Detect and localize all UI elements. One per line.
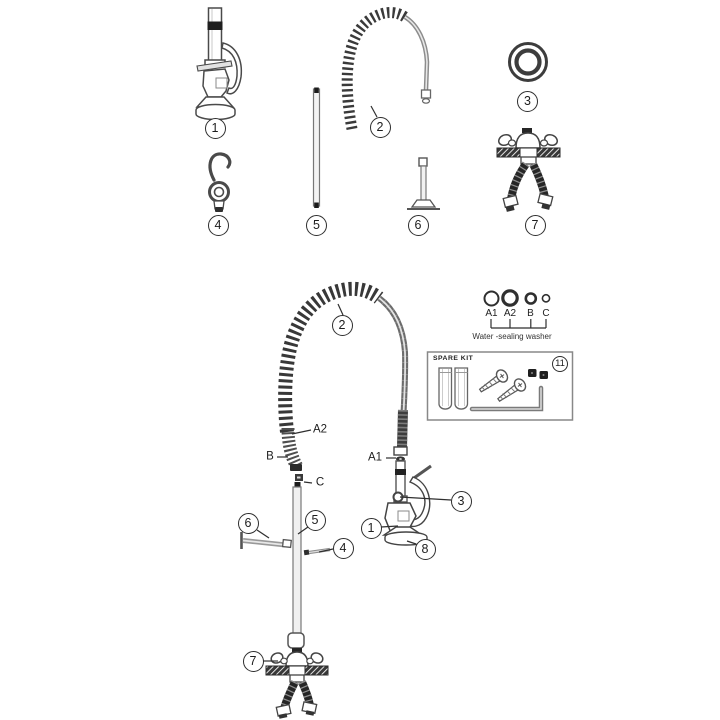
callout-wall-bracket-assembly: 6	[238, 513, 259, 534]
callout-faucet-body-assembly: 7	[243, 651, 264, 672]
spray-hose-drawing-top	[347, 13, 430, 130]
faucet-body-drawing-top	[497, 128, 560, 212]
label-connection-a2: A2	[312, 423, 328, 436]
callout-spray-face-assembly: 8	[415, 539, 436, 560]
washer-legend-label-a2: A2	[503, 307, 517, 319]
washer-legend-label-b: B	[527, 307, 534, 319]
faucet-body-drawing-assembly	[266, 648, 328, 719]
spare-kit-title: SPARE KIT	[433, 355, 474, 362]
callout-washer-ring-top: 3	[517, 91, 538, 112]
callout-wall-bracket-top: 6	[408, 215, 429, 236]
wall-bracket-drawing-top	[407, 158, 440, 209]
callout-riser-pipe-top: 5	[306, 215, 327, 236]
callout-spray-hose-assembly: 2	[332, 315, 353, 336]
washer-legend-caption: Water -sealing washer	[472, 332, 552, 341]
riser-pipe-drawing-assembly	[288, 482, 304, 648]
washer-legend-label-c: C	[542, 307, 550, 319]
spray-valve-drawing-top	[196, 8, 241, 120]
callout-hook-assembly: 4	[333, 538, 354, 559]
riser-pipe-drawing-top	[314, 88, 320, 209]
hook-drawing-top	[210, 154, 230, 212]
callout-hook-top: 4	[208, 215, 229, 236]
label-connection-b: B	[266, 450, 274, 463]
callout-spray-valve-top: 1	[205, 118, 226, 139]
callout-faucet-body-top: 7	[525, 215, 546, 236]
callout-spare-kit: 11	[552, 356, 568, 372]
wall-bracket-drawing-assembly	[242, 532, 292, 549]
spray-valve-drawing-assembly	[384, 461, 431, 545]
callout-spray-hose-top: 2	[370, 117, 391, 138]
callout-spray-valve-assembly: 1	[361, 518, 382, 539]
washer-legend-label-a1: A1	[485, 307, 498, 319]
label-connection-a1: A1	[367, 451, 383, 464]
washer-ring-drawing-top	[510, 44, 547, 81]
label-connection-c: C	[315, 476, 325, 489]
callout-valve-ring-assembly: 3	[451, 491, 472, 512]
callout-riser-pipe-assembly: 5	[305, 510, 326, 531]
